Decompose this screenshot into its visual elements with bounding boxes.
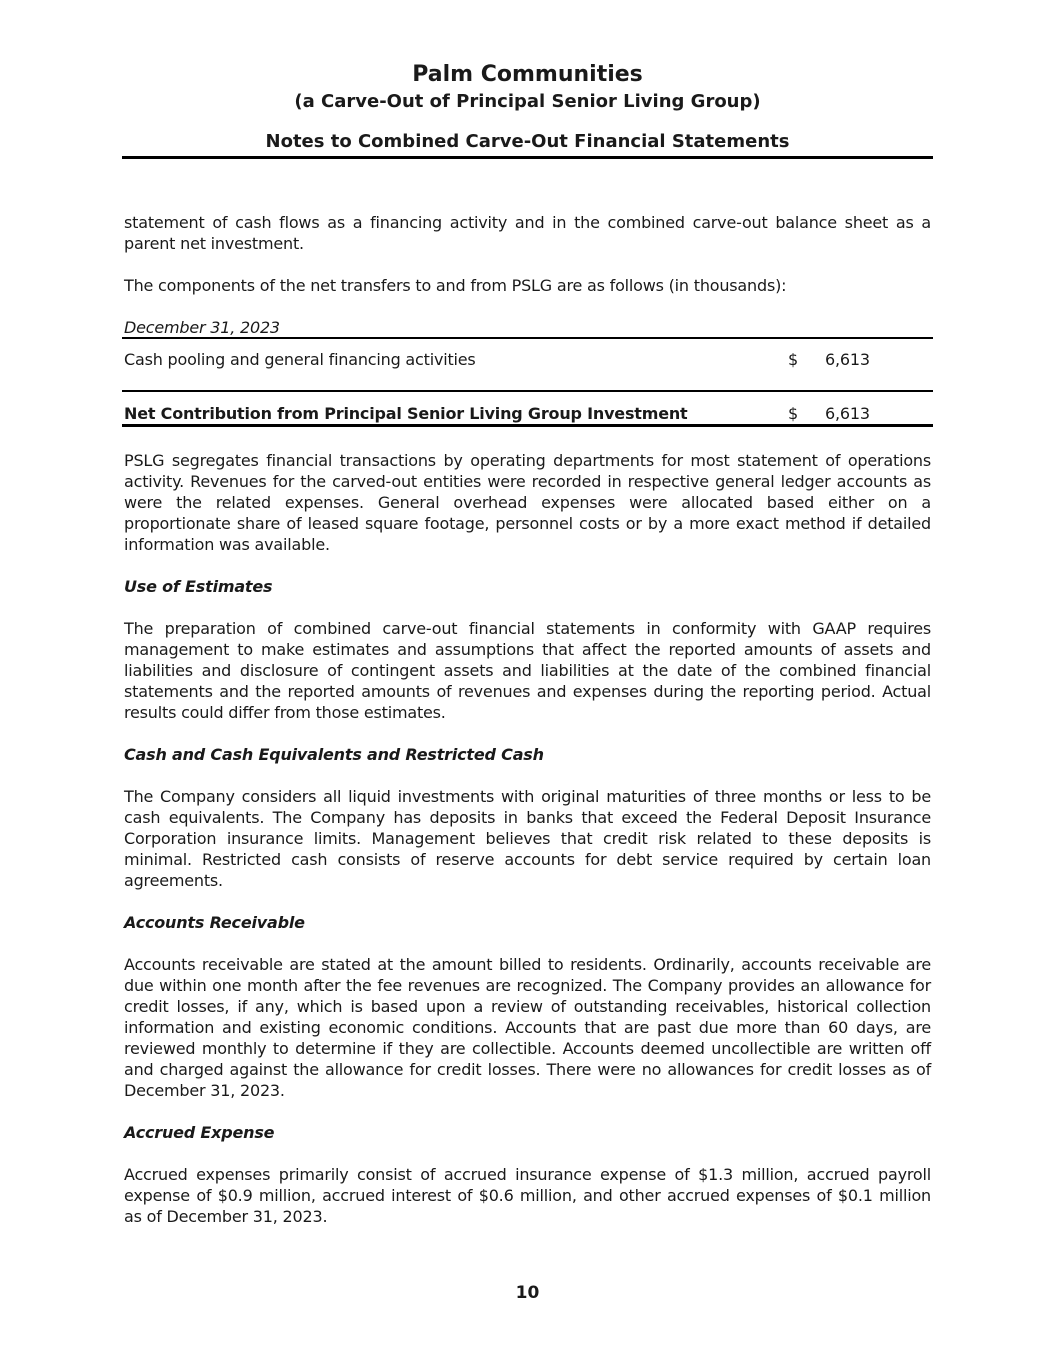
paragraph: The components of the net transfers to and from PSLG are as follows (in thousands): bbox=[124, 276, 787, 295]
section-heading: Use of Estimates bbox=[124, 577, 273, 596]
row-label: Cash pooling and general financing activities bbox=[124, 350, 476, 369]
row-amount: 6,613 bbox=[825, 404, 870, 423]
table-double-rule bbox=[122, 424, 933, 427]
table-header: December 31, 2023 bbox=[124, 318, 280, 337]
company-name: Palm Communities bbox=[412, 62, 643, 87]
table-row bbox=[124, 349, 931, 370]
section-heading: Accrued Expense bbox=[124, 1123, 275, 1142]
paragraph: statement of cash flows as a financing activity and in the combined carve-out balance sheet as a parent net investment. bbox=[124, 213, 931, 253]
row-label: Net Contribution from Principal Senior Living Group Investment bbox=[124, 404, 688, 423]
table-rule bbox=[122, 390, 933, 392]
table-total-row bbox=[124, 403, 931, 424]
table-rule bbox=[122, 337, 933, 339]
row-currency: $ bbox=[788, 404, 798, 423]
company-subtitle: (a Carve-Out of Principal Senior Living Group) bbox=[294, 91, 761, 112]
section-text: Accounts receivable are stated at the amount billed to residents. Ordinarily, accounts receivable are due within one month after the fee revenues are recognized. The Company provides an allowance for credit losses, if any, which is based upon a review of outstanding receivables, historical collection information and existing economic conditions. Accounts that are past due more than 60 days, are reviewed monthly to determine if they are collectible. Accounts deemed uncollectible are written off and charged against the allowance for credit losses. There were no allowances for credit losses as of December 31, 2023. bbox=[124, 955, 931, 1100]
section-text: Accrued expenses primarily consist of accrued insurance expense of $1.3 million, accrued payroll expense of $0.9 million, accrued interest of $0.6 million, and other accrued expenses of $0.1 million as of December 31, 2023. bbox=[124, 1165, 931, 1226]
section-title: Notes to Combined Carve-Out Financial Statements bbox=[265, 131, 790, 152]
header-rule bbox=[122, 156, 933, 159]
page-number: 10 bbox=[515, 1283, 540, 1303]
paragraph: PSLG segregates financial transactions by operating departments for most statement of operations activity. Revenues for the carved-out entities were recorded in respective general ledger accounts as were the related expenses. General overhead expenses were allocated based either on a proportionate share of leased square footage, personnel costs or by a more exact method if detailed information was available. bbox=[124, 451, 931, 554]
row-amount: 6,613 bbox=[825, 350, 870, 369]
section-text: The Company considers all liquid investments with original maturities of three months or less to be cash equivalents. The Company has deposits in banks that exceed the Federal Deposit Insurance Corporation insurance limits. Management believes that credit risk related to these deposits is minimal. Restricted cash consists of reserve accounts for debt service required by certain loan agreements. bbox=[124, 787, 931, 890]
section-heading: Accounts Receivable bbox=[124, 913, 305, 932]
section-heading: Cash and Cash Equivalents and Restricted Cash bbox=[124, 745, 544, 764]
section-text: The preparation of combined carve-out financial statements in conformity with GAAP requires management to make estimates and assumptions that affect the reported amounts of assets and liabilities and disclosure of contingent assets and liabilities at the date of the combined financial statements and the reported amounts of revenues and expenses during the reporting period. Actual results could differ from those estimates. bbox=[124, 619, 931, 722]
row-currency: $ bbox=[788, 350, 798, 369]
